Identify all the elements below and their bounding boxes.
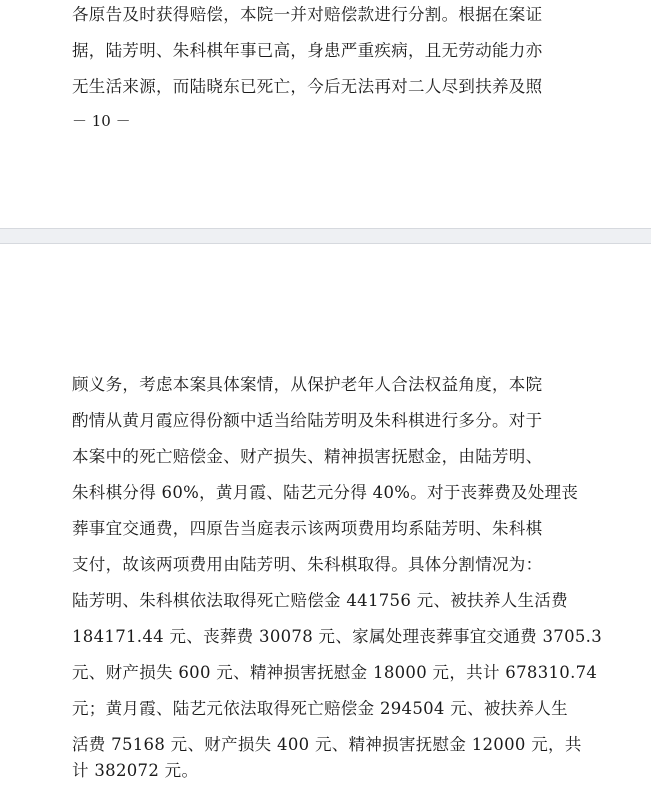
paragraph-line: 元；黄月霞、陆艺元依法取得死亡赔偿金 294504 元、被扶养人生 [72,699,568,718]
paragraph-line: 据，陆芳明、朱科棋年事已高，身患严重疾病，且无劳动能力亦 [72,41,543,60]
page-separator [0,228,651,244]
paragraph-line: 本案中的死亡赔偿金、财产损失、精神损害抚慰金，由陆芳明、 [72,447,543,466]
paragraph-line: 支付，故该两项费用由陆芳明、朱科棋取得。具体分割情况为： [72,555,543,574]
page-number: － 10 － [72,112,131,130]
paragraph-line: 各原告及时获得赔偿，本院一并对赔偿款进行分割。根据在案证 [72,5,543,24]
paragraph-line: 酌情从黄月霞应得份额中适当给陆芳明及朱科棋进行多分。对于 [72,411,543,430]
paragraph-line: 计 382072 元。 [72,761,199,780]
paragraph-line: 朱科棋分得 60%，黄月霞、陆艺元分得 40%。对于丧葬费及处理丧 [72,483,579,502]
paragraph-line: 元、财产损失 600 元、精神损害抚慰金 18000 元，共计 678310.74 [72,663,598,682]
paragraph-line: 184171.44 元、丧葬费 30078 元、家属处理丧葬事宜交通费 3705.3 [72,627,603,646]
document-page-bottom [0,244,651,786]
paragraph-line: 顾义务，考虑本案具体案情，从保护老年人合法权益角度，本院 [72,375,543,394]
document-page-top [0,0,651,228]
paragraph-line: 无生活来源，而陆晓东已死亡，今后无法再对二人尽到扶养及照 [72,77,543,96]
paragraph-line: 陆芳明、朱科棋依法取得死亡赔偿金 441756 元、被扶养人生活费 [72,591,568,610]
paragraph-line: 葬事宜交通费，四原告当庭表示该两项费用均系陆芳明、朱科棋 [72,519,543,538]
paragraph-line: 活费 75168 元、财产损失 400 元、精神损害抚慰金 12000 元，共 [72,735,582,754]
